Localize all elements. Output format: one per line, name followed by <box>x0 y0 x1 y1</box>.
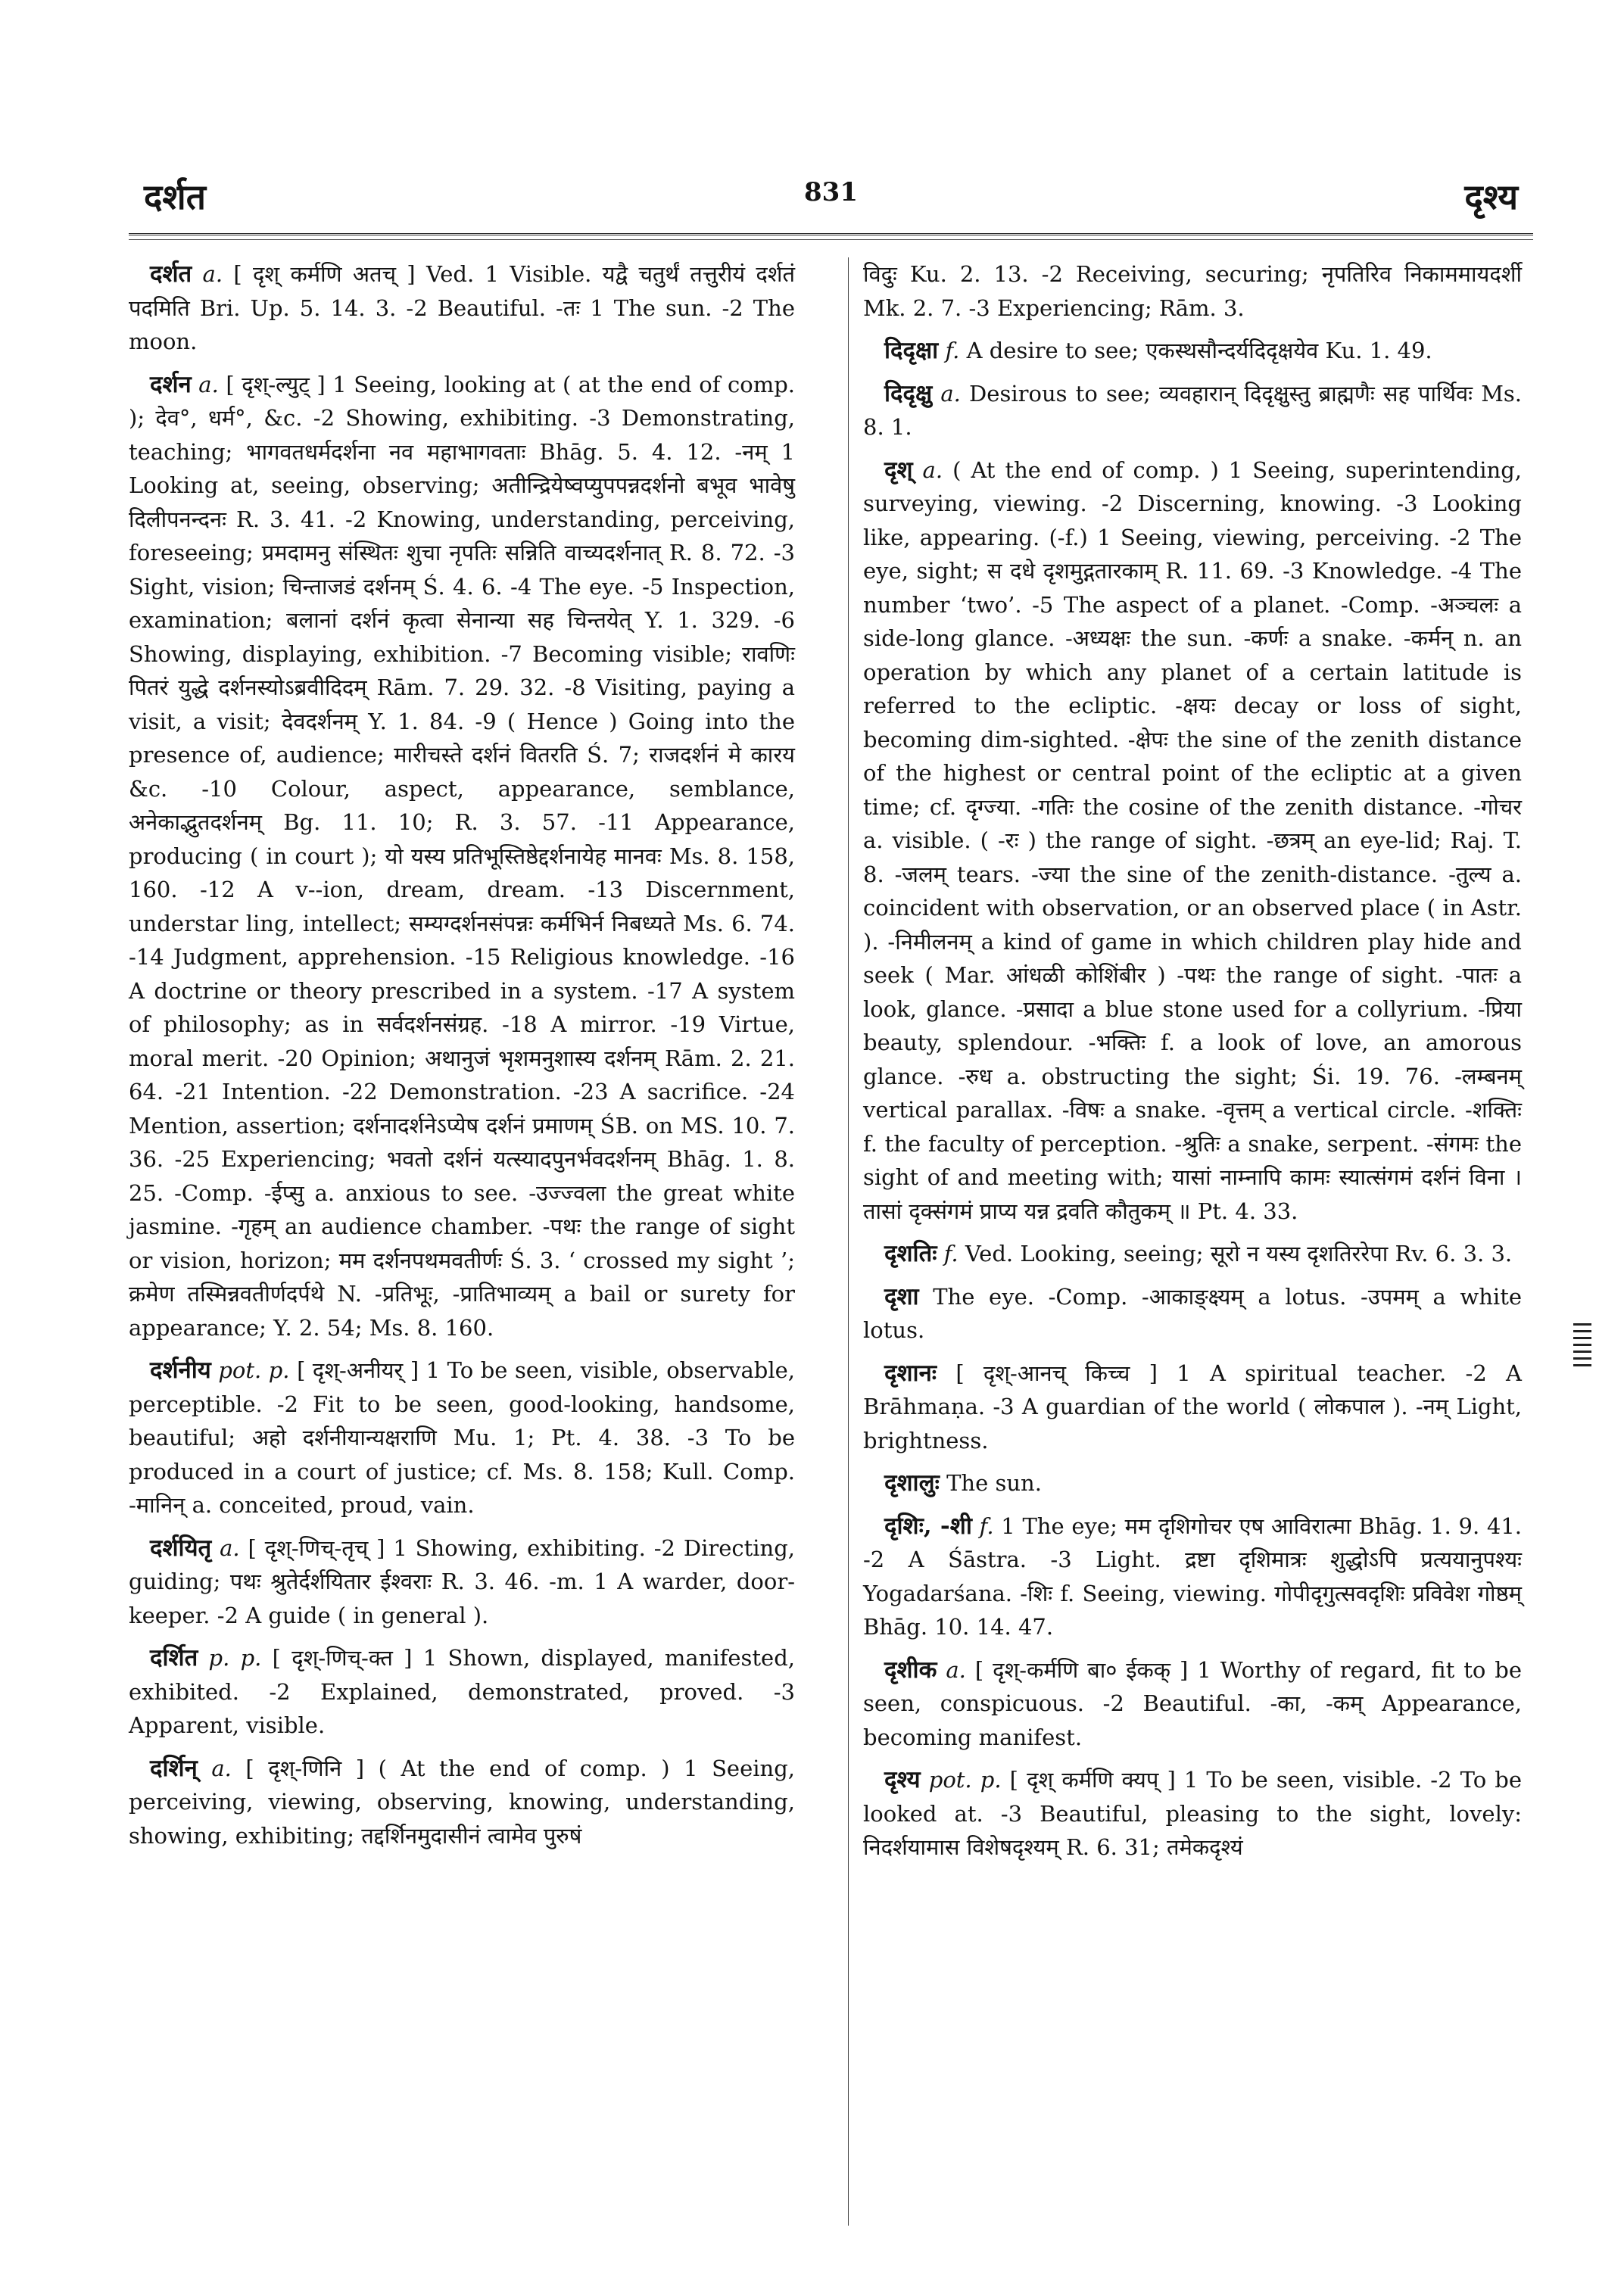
entry-definition: [ दृश्-कर्मणि बा० ईकक् ] 1 Worthy of regard, fit to be seen, conspicuous. -2 Beautiful. -का, -कम् Appearance, becoming manifest. <box>863 1656 1523 1750</box>
dictionary-entry <box>863 1357 1522 1458</box>
dictionary-entry <box>863 334 1522 368</box>
dictionary-entry <box>863 1237 1522 1271</box>
entry-headword: दिदृक्षु <box>884 379 933 407</box>
dictionary-entry <box>863 453 1522 1229</box>
entry-headword: दर्शयितृ <box>150 1534 212 1562</box>
entry-grammar-tag: f. <box>943 1241 959 1266</box>
header-rule-inner <box>129 239 1533 240</box>
dictionary-entry <box>129 368 795 1345</box>
entry-headword: दर्शित <box>150 1644 198 1671</box>
header-rule <box>129 233 1533 235</box>
dictionary-entry <box>129 1752 795 1853</box>
entry-headword: दृशीक <box>884 1656 937 1684</box>
entry-headword: दृशतिः <box>884 1240 937 1267</box>
entry-definition: [ दृश् कर्मणि क्यप् ] 1 To be seen, visible. -2 To be looked at. -3 Beautiful, pleasing to the sight, lovely: निदर्शयामास विशेषदृश्यम् R. 6. 31; तमेकदृश्यं <box>863 1767 1523 1860</box>
dictionary-entry <box>863 1509 1522 1644</box>
dictionary-entry <box>129 1354 795 1522</box>
entry-definition: [ दृश् कर्मणि अतच् ] Ved. 1 Visible. यद्वै चतुर्थं तत्तुरीयं दर्शतं पदमिति Bri. Up. 5. 14. 3. -2 Beautiful. -तः 1 The sun. -2 The moon. <box>129 261 796 354</box>
entry-definition: [ दृश्-णिच्-तृच् ] 1 Showing, exhibiting. -2 Directing, guiding; पथः श्रुतेर्दर्शयितार ईश्वराः R. 3. 46. -m. 1 A warder, door-keeper. -2 A guide ( in general ). <box>129 1534 796 1628</box>
entry-definition: [ दृश्-ल्युट् ] 1 Seeing, looking at ( at the end of comp. ); देव°, धर्म°, &c. -2 Showing, exhibiting. -3 Demonstrating, teaching; भागवतधर्मदर्शना नव महाभागवताः Bhāg. 5. 4. 12. -नम् 1 Looking at, seeing, observing; अतीन्द्रियेष्वप्युपपन्नदर्शनो बभूव भावेषु दिलीपनन्दनः R. 3. 41. -2 Knowing, understanding, perceiving, foreseeing; प्रमदामनु संस्थितः शुचा नृपतिः सन्निति वाच्यदर्शनात् R. 8. 72. -3 Sight, vision; चिन्ताजडं दर्शनम् Ś. 4. 6. -4 The eye. -5 Inspection, examination; बलानां दर्शनं कृत्वा सेनान्या सह चिन्तयेत् Y. 1. 329. -6 Showing, displaying, exhibition. -7 Becoming visible; रावणिः पितरं युद्धे दर्शनस्योऽब्रवीदिदम् Rām. 7. 29. 32. -8 Visiting, paying a visit, a visit; देवदर्शनम् Y. 1. 84. -9 ( Hence ) Going into the presence of, audience; मारीचस्ते दर्शनं वितरति Ś. 7; राजदर्शनं मे कारय &c. -10 Colour, aspect, appearance, semblance, अनेकाद्भुतदर्शनम् Bg. 11. 10; R. 3. 57. -11 Appearance, producing ( in court ); यो यस्य प्रतिभूस्तिष्ठेद्दर्शनायेह मानवः Ms. 8. 158, 160. -12 A v‑‑ion, dream, dream. -13 Discernment, understar ling, intellect; सम्यग्दर्शनसंपन्नः कर्मभिर्न निबध्यते Ms. 6. 74. -14 Judgment, apprehension. -15 Religious knowledge. -16 A doctrine or theory prescribed in a system. -17 A system of philosophy; as in सर्वदर्शनसंग्रह. -18 A mirror. -19 Virtue, moral merit. -20 Opinion; अथानुजं भृशमनुशास्य दर्शनम् Rām. 2. 21. 64. -21 Intention. -22 Demonstration. -23 A sacrifice. -24 Mention, assertion; दर्शनादर्शनेऽप्येष दर्शनं प्रमाणम् ŚB. on MS. 10. 7. 36. -25 Experiencing; भवतो दर्शनं यत्स्यादपुनर्भवदर्शनम् Bhāg. 1. 8. 25. -Comp. -ईप्सु a. anxious to see. -उज्ज्वला the great white jasmine. -गृहम् an audience chamber. -पथः the range of sight or vision, horizon; मम दर्शनपथमवतीर्णः Ś. 3. ‘ crossed my sight ’; क्रमेण तस्मिन्नवतीर्णदर्पथे N. -प्रतिभूः, -प्रातिभाव्यम् a bail or surety for appearance; Y. 2. 54; Ms. 8. 160. <box>129 371 796 1341</box>
entry-grammar-tag: pot. p. <box>928 1767 1002 1793</box>
dictionary-entry <box>863 1280 1522 1347</box>
margin-tick-marks <box>1573 1323 1591 1372</box>
entry-grammar-tag: a. <box>211 1755 232 1781</box>
entry-grammar-tag: a. <box>940 380 961 407</box>
entry-headword: दृशिः, -शी <box>884 1512 972 1540</box>
entry-grammar-tag: pot. p. <box>218 1357 290 1383</box>
entry-headword: दर्शिन् <box>150 1754 198 1782</box>
entry-headword: दृशा <box>884 1282 919 1310</box>
entry-grammar-tag: a. <box>202 261 223 287</box>
entry-headword: दिदृक्षा <box>884 337 939 364</box>
entry-definition: 1 The eye; मम दृशिगोचर एष आविरात्मा Bhāg. 1. 9. 41. -2 A Śāstra. -3 Light. द्रष्टा दृशिमात्रः शुद्धोऽपि प्रत्ययानुपश्यः Yogadarśana. -शिः f. Seeing, viewing. गोपीदृगुत्सवदृशिः प्रविवेश गोष्ठम् Bhāg. 10. 14. 47. <box>863 1513 1523 1640</box>
entry-grammar-tag: f. <box>945 338 960 363</box>
entry-headword: दृशालुः <box>884 1469 940 1497</box>
dictionary-entry <box>129 1641 795 1743</box>
entry-definition: A desire to see; एकस्थसौन्दर्यदिदृक्षयेव Ku. 1. 49. <box>966 338 1432 363</box>
entry-definition: [ दृश्-अनीयर् ] 1 To be seen, visible, observable, perceptible. -2 Fit to be seen, good-looking, handsome, beautiful; अहो दर्शनीयान्यक्षराणि Mu. 1; Pt. 4. 38. -3 To be produced in a court of justice; cf. Ms. 8. 158; Kull. Comp. -मानिन् a. conceited, proud, vain. <box>129 1357 796 1518</box>
entry-grammar-tag: a. <box>946 1656 966 1683</box>
entry-definition: [ दृश्-णिच्-क्त ] 1 Shown, displayed, manifested, exhibited. -2 Explained, demonstrated, proved. -3 Apparent, visible. <box>129 1645 795 1738</box>
entry-headword: दृश् <box>884 456 913 484</box>
right-column <box>863 257 1522 1874</box>
page-header <box>129 173 1533 226</box>
entry-definition: The eye. -Comp. -आकाङ्क्ष्यम् a lotus. -उपमम् a white lotus. <box>863 1283 1523 1343</box>
dictionary-entry <box>863 1763 1522 1865</box>
dictionary-entry <box>129 1531 795 1633</box>
entry-headword: दर्शत <box>150 260 192 288</box>
entry-grammar-tag: a. <box>922 456 943 483</box>
entry-grammar-tag: p. p. <box>208 1645 262 1671</box>
dictionary-entry <box>863 1466 1522 1500</box>
left-column <box>129 257 795 1862</box>
entry-definition: Ved. Looking, seeing; सूरो न यस्य दृशतिररेपा Rv. 6. 3. 3. <box>965 1241 1513 1266</box>
entry-headword: दृशानः <box>884 1359 937 1387</box>
entry-definition: [ दृश्-आनच् किच्च ] 1 A spiritual teacher. -2 A Brāhmaṇa. -3 A guardian of the world ( लोकपाल ). -नम् Light, brightness. <box>863 1360 1523 1453</box>
entry-definition: विदुः Ku. 2. 13. -2 Receiving, securing; नृपतिरिव निकाममायदर्शी Mk. 2. 7. -3 Experiencing; Rām. 3. <box>863 261 1522 321</box>
header-left-guide-word: दर्शत <box>144 176 206 217</box>
entry-definition: ( At the end of comp. ) 1 Seeing, superintending, surveying, viewing. -2 Discerning, knowing. -3 Looking like, appearing. (-f.) 1 Seeing, viewing, perceiving. -2 The eye, sight; स दधे दृशमुद्गतारकाम् R. 11. 69. -3 Knowledge. -4 The number ‘two’. -5 The aspect of a planet. -Comp. -अञ्चलः a side-long glance. -अध्यक्षः the sun. -कर्णः a snake. -कर्मन् n. an operation by which any planet of a certain latitude is referred to the ecliptic. -क्षयः decay or loss of sight, becoming dim-sighted. -क्षेपः the sine of the zenith distance of the highest or central point of the ecliptic at a given time; cf. दृग्ज्या. -गतिः the cosine of the zenith distance. -गोचर a. visible. ( -रः ) the range of sight. -छत्रम् an eye-lid; Raj. T. 8. -जलम् tears. -ज्या the sine of the zenith-distance. -तुल्य a. coincident with observation, or an observed place ( in Astr. ). -निमीलनम् a kind of game in which children play hide and seek ( Mar. आंधळी कोशिंबीर ) -पथः the range of sight. -पातः a look, glance. -प्रसादा a blue stone used for a collyrium. -प्रिया beauty, splendour. -भक्तिः f. a look of love, an amorous glance. -रुध a. obstructing the sight; Śi. 19. 76. -लम्बनम् vertical parallax. -विषः a snake. -वृत्तम् a vertical circle. -शक्तिः f. the faculty of perception. -श्रुतिः a snake, serpent. -संगमः the sight of and meeting with; यासां नाम्नापि कामः स्यात्संगमं दर्शनं विना । तासां दृक्संगमं प्राप्य यन्न द्रवति कौतुकम् ॥ Pt. 4. 33. <box>863 456 1523 1224</box>
entry-definition: [ दृश्-णिनि ] ( At the end of comp. ) 1 Seeing, perceiving, viewing, observing, knowing, understanding, showing, exhibiting; तद्दर्शिनमुदासीनं त्वामेव पुरुषं <box>129 1755 795 1849</box>
entry-headword: दर्शनीय <box>150 1357 211 1384</box>
dictionary-entry <box>863 1653 1522 1755</box>
dictionary-entry <box>863 377 1522 444</box>
entry-grammar-tag: a. <box>220 1534 240 1561</box>
entry-headword: दृश्य <box>884 1766 921 1793</box>
dictionary-entry <box>129 257 795 359</box>
entry-definition: The sun. <box>946 1470 1042 1496</box>
entry-headword: दर्शन <box>150 370 192 398</box>
page-number: 831 <box>804 177 858 207</box>
header-right-guide-word: दृश्य <box>1464 176 1518 217</box>
dictionary-entry <box>863 257 1522 325</box>
column-divider <box>848 257 849 2226</box>
entry-definition: Desirous to see; व्यवहारान् दिदृक्षुस्तु ब्राह्मणैः सह पार्थिवः Ms. 8. 1. <box>863 380 1523 440</box>
entry-grammar-tag: f. <box>979 1513 994 1539</box>
entry-grammar-tag: a. <box>198 371 219 397</box>
